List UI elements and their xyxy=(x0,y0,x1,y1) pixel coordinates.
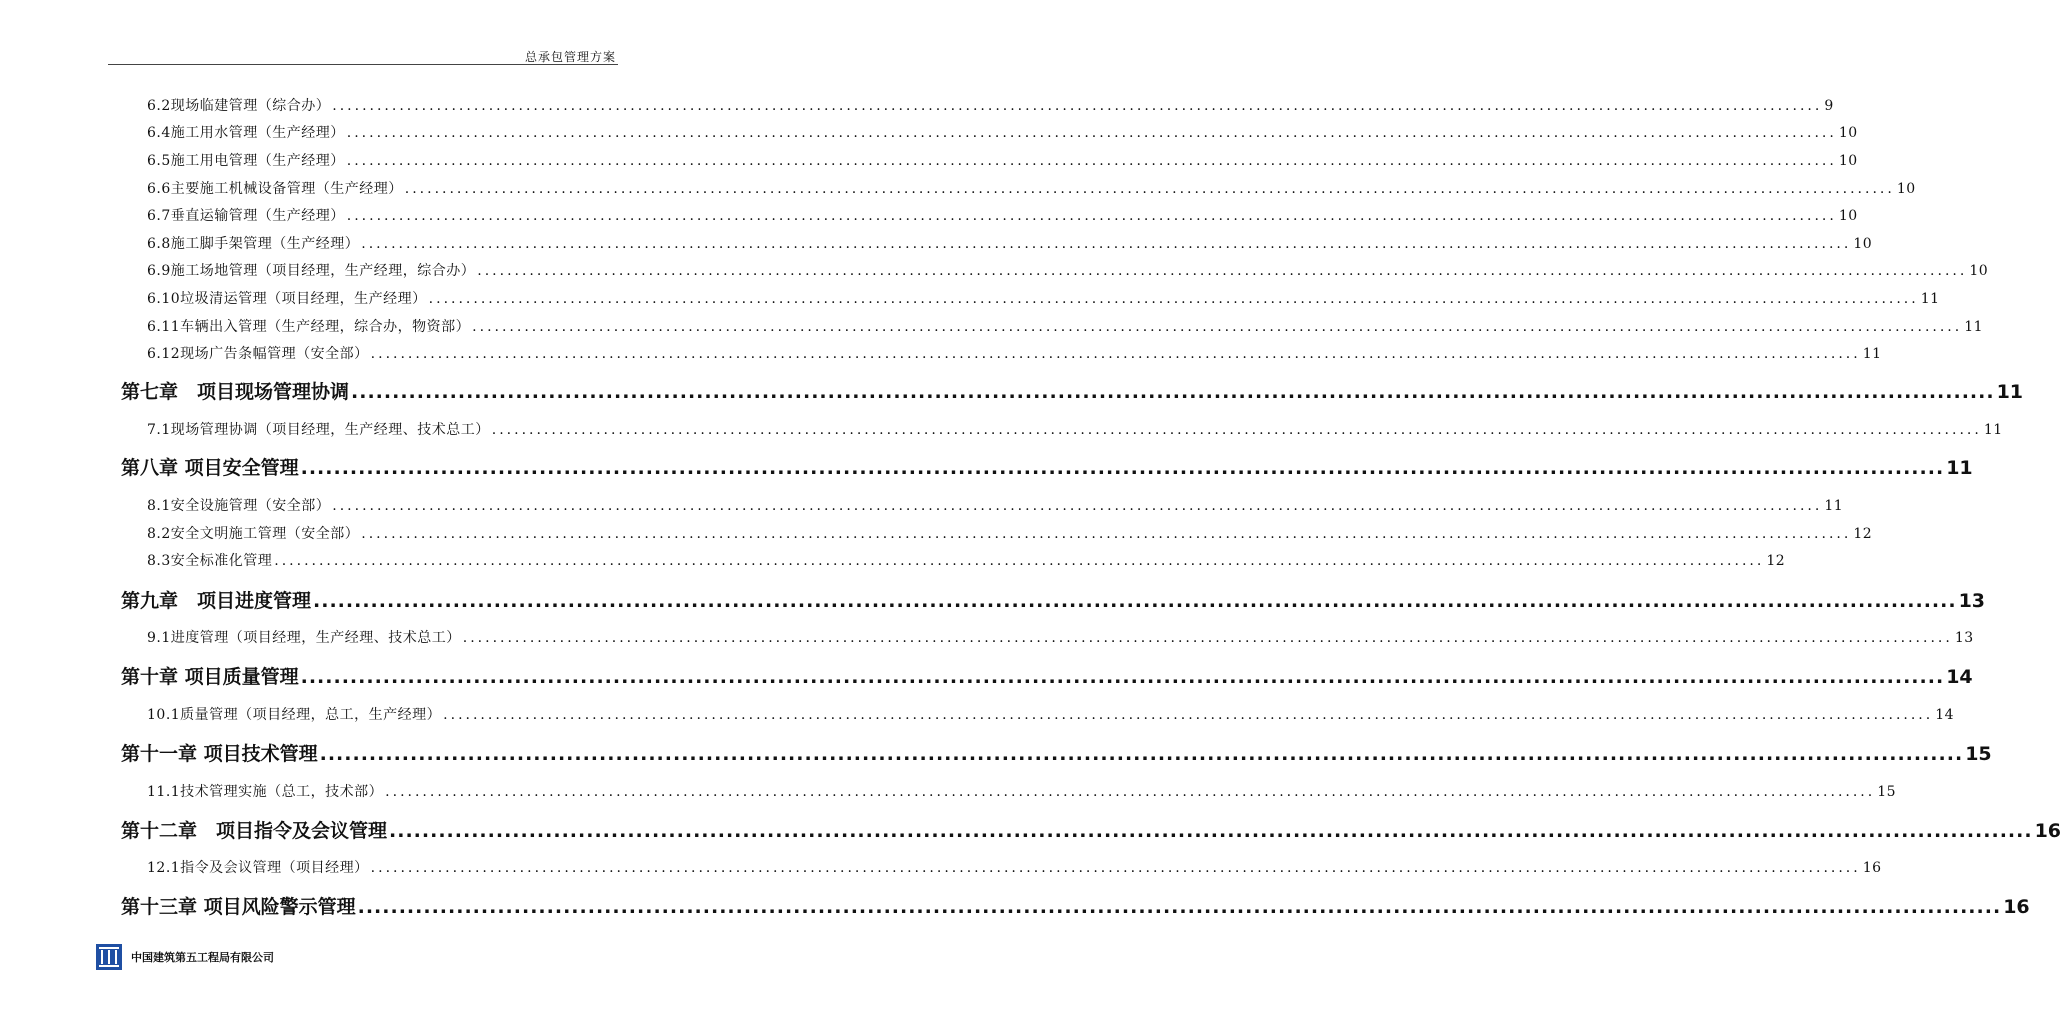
toc-entry-page: 9 xyxy=(1824,98,1834,114)
toc-leader: ........................................................................................................................................................................................................ xyxy=(346,125,1837,141)
toc-chapter[interactable] xyxy=(121,892,2030,919)
toc-entry[interactable] xyxy=(147,550,1786,570)
toc-entry[interactable] xyxy=(147,233,1873,253)
toc-entry-page: 12 xyxy=(1766,553,1786,569)
toc-entry-label: 6.12现场广告条幅管理（安全部） xyxy=(147,346,369,362)
toc-entry[interactable] xyxy=(147,122,1858,142)
toc-entry[interactable] xyxy=(147,343,1882,363)
toc-chapter-label: 第十二章 项目指令及会议管理 xyxy=(121,820,388,842)
toc-chapter-label: 第八章 项目安全管理 xyxy=(121,457,299,479)
toc-chapter-label: 第九章 项目进度管理 xyxy=(121,590,312,612)
toc-entry[interactable] xyxy=(147,627,1974,647)
toc-leader: ........................................................................................................................................................................................................ xyxy=(351,381,1995,403)
toc-entry-label: 8.3安全标准化管理 xyxy=(147,553,273,569)
toc-chapter-page: 16 xyxy=(2034,820,2061,842)
toc-entry[interactable] xyxy=(147,419,2003,439)
toc-leader: ........................................................................................................................................................................................................ xyxy=(319,743,1964,765)
toc-entry-page: 11 xyxy=(1862,346,1882,362)
toc-leader: ........................................................................................................................................................................................................ xyxy=(428,291,1919,307)
toc-entry-page: 10 xyxy=(1838,125,1858,141)
toc-leader: ........................................................................................................................................................................................................ xyxy=(370,860,1861,876)
toc-leader: ........................................................................................................................................................................................................ xyxy=(361,526,1852,542)
toc-entry[interactable] xyxy=(147,205,1858,225)
toc-entry-label: 6.2现场临建管理（综合办） xyxy=(147,98,331,114)
toc-entry-label: 10.1质量管理（项目经理，总工，生产经理） xyxy=(147,707,442,723)
toc-chapter[interactable] xyxy=(121,453,1973,480)
toc-entry-label: 8.1安全设施管理（安全部） xyxy=(147,498,331,514)
toc-entry-page: 10 xyxy=(1853,236,1873,252)
toc-leader: ........................................................................................................................................................................................................ xyxy=(361,236,1852,252)
toc-entry-label: 12.1指令及会议管理（项目经理） xyxy=(147,860,369,876)
toc-chapter[interactable] xyxy=(121,662,1973,689)
toc-entry-page: 14 xyxy=(1935,707,1955,723)
company-logo-icon xyxy=(96,944,122,970)
toc-entry-label: 8.2安全文明施工管理（安全部） xyxy=(147,526,360,542)
toc-entry[interactable] xyxy=(147,495,1844,515)
toc-chapter[interactable] xyxy=(121,377,2024,404)
toc-entry-page: 10 xyxy=(1969,263,1989,279)
toc-entry[interactable] xyxy=(147,857,1882,877)
toc-chapter-label: 第十三章 项目风险警示管理 xyxy=(121,896,356,918)
toc-entry-page: 13 xyxy=(1954,630,1974,646)
toc-entry-label: 6.9施工场地管理（项目经理，生产经理，综合办） xyxy=(147,263,476,279)
toc-entry[interactable] xyxy=(147,178,1916,198)
toc-entry-label: 6.8施工脚手架管理（生产经理） xyxy=(147,236,360,252)
toc-entry-label: 6.6主要施工机械设备管理（生产经理） xyxy=(147,181,403,197)
toc-entry-page: 10 xyxy=(1838,208,1858,224)
page-header xyxy=(108,46,618,65)
toc-chapter-page: 11 xyxy=(1946,457,1973,479)
company-name: 中国建筑第五工程局有限公司 xyxy=(131,951,274,964)
toc-leader: ........................................................................................................................................................................................................ xyxy=(443,707,1934,723)
toc-chapter-page: 14 xyxy=(1946,666,1973,688)
toc-entry-label: 6.7垂直运输管理（生产经理） xyxy=(147,208,345,224)
toc-leader: ........................................................................................................................................................................................................ xyxy=(313,590,1957,612)
toc-entry-page: 15 xyxy=(1877,784,1897,800)
toc-leader: ........................................................................................................................................................................................................ xyxy=(370,346,1861,362)
toc-leader: ........................................................................................................................................................................................................ xyxy=(300,457,1945,479)
toc-leader: ........................................................................................................................................................................................................ xyxy=(332,498,1823,514)
toc-chapter-label: 第十章 项目质量管理 xyxy=(121,666,299,688)
toc-entry-page: 12 xyxy=(1853,526,1873,542)
toc-entry-label: 6.10垃圾清运管理（项目经理，生产经理） xyxy=(147,291,427,307)
toc-leader: ........................................................................................................................................................................................................ xyxy=(491,422,1982,438)
toc-chapter-label: 第七章 项目现场管理协调 xyxy=(121,381,350,403)
toc-chapter[interactable] xyxy=(121,816,2061,843)
toc-entry[interactable] xyxy=(147,316,1984,336)
toc-entry[interactable] xyxy=(147,288,1940,308)
toc-entry[interactable] xyxy=(147,523,1873,543)
toc-chapter[interactable] xyxy=(121,586,1986,613)
toc-leader: ........................................................................................................................................................................................................ xyxy=(274,553,1765,569)
toc-chapter[interactable] xyxy=(121,739,1992,766)
toc-entry-page: 16 xyxy=(1862,860,1882,876)
header-title: 总承包管理方案 xyxy=(524,50,616,64)
toc-entry-label: 6.5施工用电管理（生产经理） xyxy=(147,153,345,169)
toc-entry-label: 7.1现场管理协调（项目经理，生产经理、技术总工） xyxy=(147,422,490,438)
toc-leader: ........................................................................................................................................................................................................ xyxy=(357,896,2002,918)
toc-leader: ........................................................................................................................................................................................................ xyxy=(404,181,1895,197)
toc-entry-page: 11 xyxy=(1920,291,1940,307)
toc-entry-page: 11 xyxy=(1824,498,1844,514)
toc-leader: ........................................................................................................................................................................................................ xyxy=(472,319,1963,335)
page-footer xyxy=(96,944,274,970)
toc-entry-page: 11 xyxy=(1983,422,2003,438)
toc-chapter-page: 16 xyxy=(2003,896,2030,918)
toc-leader: ........................................................................................................................................................................................................ xyxy=(389,820,2033,842)
toc-leader: ........................................................................................................................................................................................................ xyxy=(385,784,1876,800)
toc-entry-label: 6.11车辆出入管理（生产经理，综合办，物资部） xyxy=(147,319,471,335)
toc-leader: ........................................................................................................................................................................................................ xyxy=(346,208,1837,224)
toc-entry[interactable] xyxy=(147,781,1897,801)
toc-entry-page: 10 xyxy=(1838,153,1858,169)
toc-entry-label: 6.4施工用水管理（生产经理） xyxy=(147,125,345,141)
toc-leader: ........................................................................................................................................................................................................ xyxy=(300,666,1945,688)
toc-chapter-page: 13 xyxy=(1958,590,1986,612)
toc-entry[interactable] xyxy=(147,150,1858,170)
toc-entry-page: 10 xyxy=(1896,181,1916,197)
toc-entry-label: 11.1技术管理实施（总工，技术部） xyxy=(147,784,384,800)
toc-chapter-label: 第十一章 项目技术管理 xyxy=(121,743,318,765)
toc-chapter-page: 11 xyxy=(1996,381,2024,403)
toc-entry[interactable] xyxy=(147,704,1955,724)
toc-entry[interactable] xyxy=(147,260,1989,280)
toc-leader: ........................................................................................................................................................................................................ xyxy=(332,98,1823,114)
toc-leader: ........................................................................................................................................................................................................ xyxy=(462,630,1953,646)
toc-entry-page: 11 xyxy=(1964,319,1984,335)
toc-entry-label: 9.1进度管理（项目经理，生产经理、技术总工） xyxy=(147,630,461,646)
toc-leader: ........................................................................................................................................................................................................ xyxy=(346,153,1837,169)
toc-entry[interactable] xyxy=(147,95,1834,115)
toc-leader: ........................................................................................................................................................................................................ xyxy=(477,263,1968,279)
toc-chapter-page: 15 xyxy=(1965,743,1992,765)
